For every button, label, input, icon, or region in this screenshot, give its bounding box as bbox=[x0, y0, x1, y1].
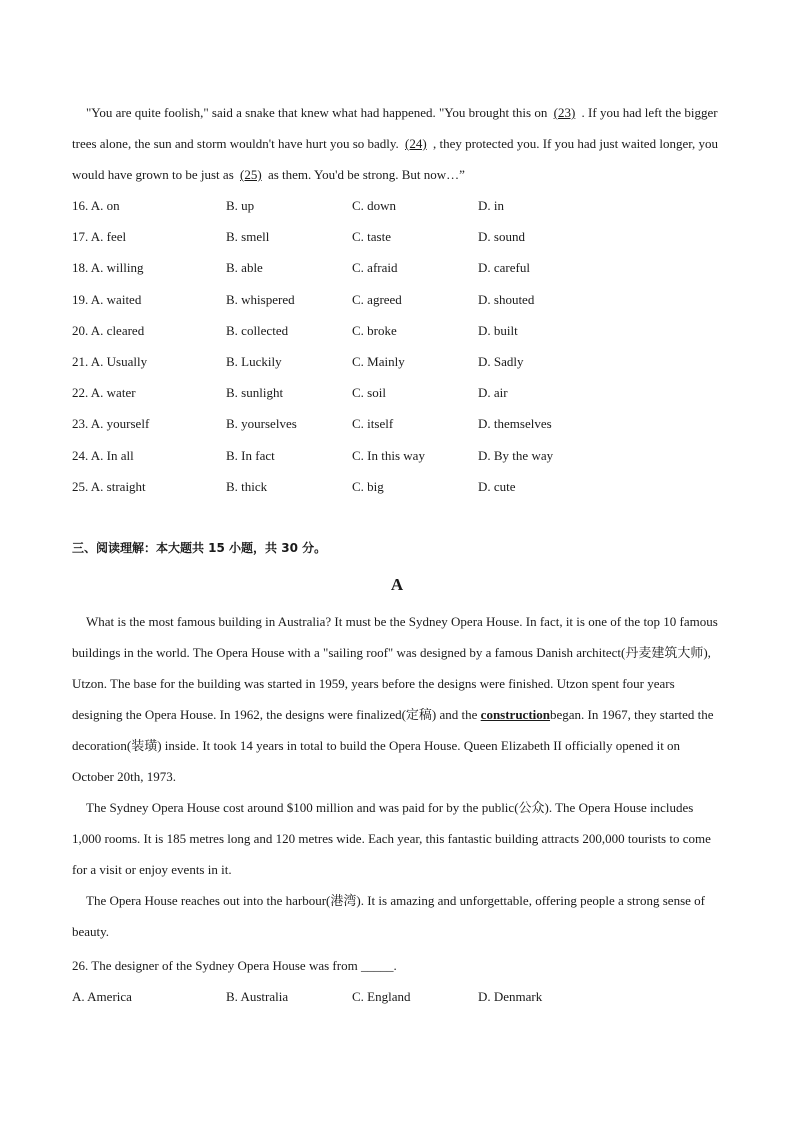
option-row: 20. A. cleared B. collected C. broke D. built bbox=[72, 322, 518, 338]
story-paragraph: "You are quite foolish," said a snake that knew what had happened. "You brought this on (23) . If you had left the bigger trees alone, the sun and storm wouldn't have hurt you so badly. (24) , they protected you. If you had just waited longer, you would have grown to be just as (25) as them. You'd be strong. But now…” bbox=[72, 105, 719, 182]
blank-23: (23) bbox=[553, 105, 576, 120]
question-26-stem: 26. The designer of the Sydney Opera House was from _____. bbox=[72, 958, 397, 973]
option-a: A. America bbox=[72, 989, 132, 1004]
question-26-options bbox=[72, 981, 722, 1012]
story-passage-end bbox=[72, 97, 722, 190]
option-d: D. Denmark bbox=[478, 989, 543, 1004]
blank-25: (25) bbox=[240, 167, 262, 182]
blank-24: (24) bbox=[405, 136, 427, 151]
option-row: 21. A. Usually B. Luckily C. Mainly D. Sadly bbox=[72, 353, 524, 369]
cloze-options bbox=[72, 190, 722, 502]
option-row: 17. A. feel B. smell C. taste D. sound bbox=[72, 229, 525, 245]
passage-paragraph: What is the most famous building in Australia? It must be the Sydney Opera House. In fact, it is one of the top 10 famous buildings in the world. The Opera House with a "sailing roof" was designed by a famous Danish architect(丹麦建筑大师), Utzon. The base for the building was started in 1959, years before the designs were finished. Utzon spent four years designing the Opera House. In 1962, the designs were finalized(定稿) and the constructionbegan. In 1967, they started the decoration(装璜) inside. It took 14 years in total to build the Opera House. Queen Elizabeth II officially opened it on October 20th, 1973. bbox=[72, 614, 718, 784]
passage-paragraph: The Sydney Opera House cost around $100 million and was paid for by the public(公众). The Opera House includes 1,000 rooms. It is 185 metres long and 120 metres wide. Each year, this fantastic building attracts 200,000 tourists to come for a visit or enjoy events in it. bbox=[72, 800, 711, 877]
option-row: 25. A. straight B. thick C. big D. cute bbox=[72, 478, 516, 494]
reading-passage-a bbox=[72, 606, 722, 947]
option-row: 19. A. waited B. whispered C. agreed D. shouted bbox=[72, 291, 535, 307]
option-row: 16. A. on B. up C. down D. in bbox=[72, 198, 504, 213]
passage-paragraph: The Opera House reaches out into the harbour(港湾). It is amazing and unforgettable, offering people a strong sense of beauty. bbox=[72, 893, 705, 939]
option-b: B. Australia bbox=[226, 989, 289, 1004]
option-row: 22. A. water B. sunlight C. soil D. air bbox=[72, 385, 508, 401]
option-row: 24. A. In all B. In fact C. In this way D. By the way bbox=[72, 447, 554, 463]
part-label: A bbox=[390, 575, 404, 594]
section-heading: 三、阅读理解：本大题共 15 小题，共 30 分。 bbox=[72, 541, 327, 555]
option-row: 18. A. willing B. able C. afraid D. careful bbox=[72, 260, 530, 276]
option-row: 23. A. yourself B. yourselves C. itself D. themselves bbox=[72, 416, 552, 432]
option-c: C. England bbox=[352, 989, 411, 1004]
construction-keyword: construction bbox=[480, 707, 551, 722]
